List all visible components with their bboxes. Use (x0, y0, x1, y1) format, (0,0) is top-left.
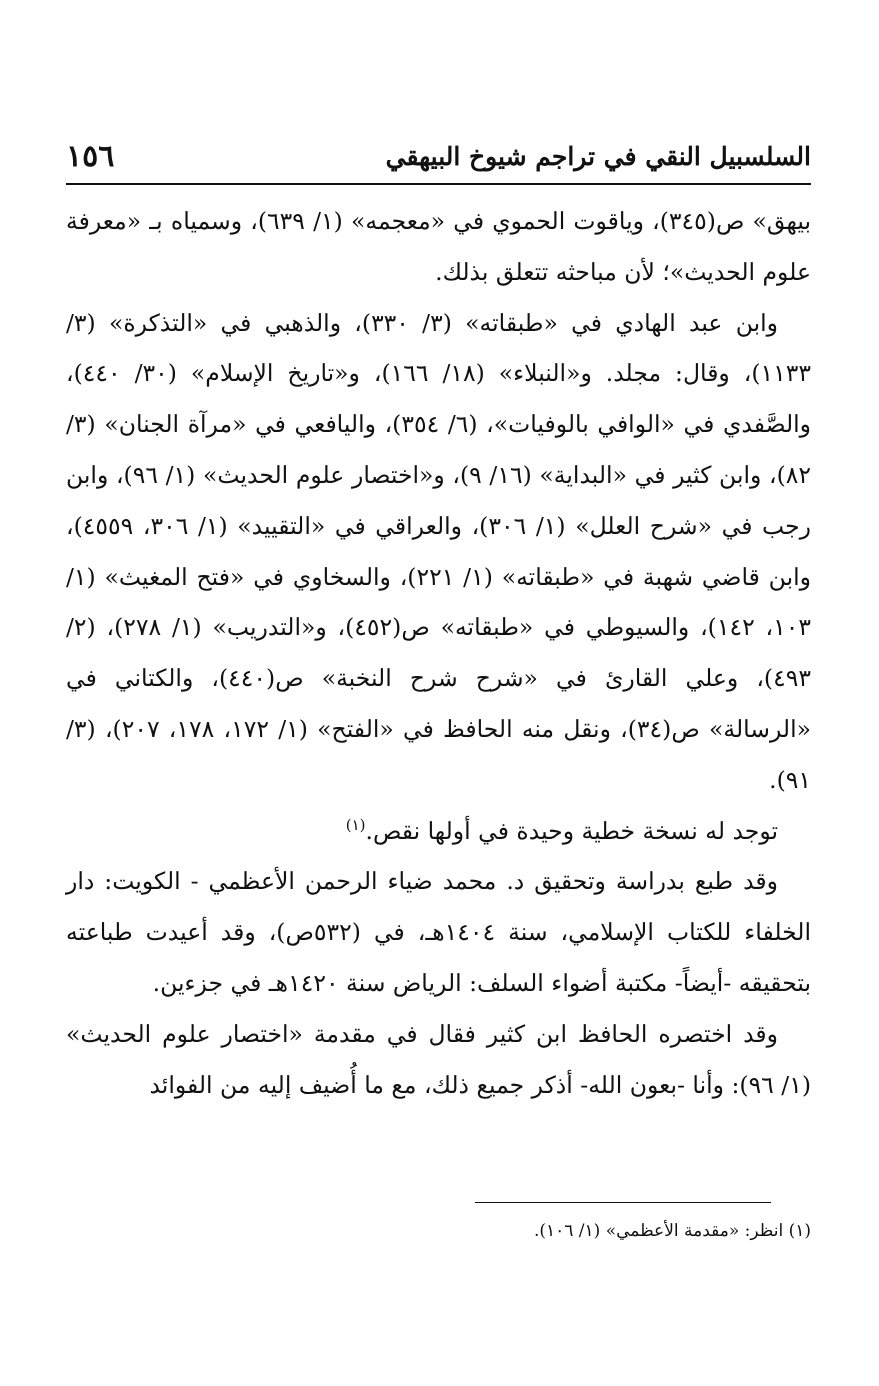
paragraph-abridgement: وقد اختصره الحافظ ابن كثير فقال في مقدمة «اختصار علوم الحديث» (١/ ٩٦): وأنا -بعون الله- أذكر جميع ذلك، مع ما أُضيف إليه من الفوائد (66, 1019, 811, 1099)
paragraph-edition: وقد طبع بدراسة وتحقيق د. محمد ضياء الرحمن الأعظمي - الكويت: دار الخلفاء للكتاب الإسلامي، سنة ١٤٠٤هـ، في (٥٣٢ص)، وقد أعيدت طباعته بتحقيقه -أيضاً- مكتبة أضواء السلف: الرياض سنة ١٤٢٠هـ في جزءين. (66, 867, 811, 997)
footnote-divider (475, 1202, 771, 1203)
footnote: (١) انظر: «مقدمة الأعظمي» (١/ ١٠٦). (533, 1221, 811, 1241)
paragraph-manuscript (66, 806, 811, 857)
running-title: السلسبيل النقي في تراجم شيوخ البيهقي (385, 142, 811, 171)
manuscript-text: توجد له نسخة خطية وحيدة في أولها نقص. (365, 816, 778, 845)
paragraph-references: وابن عبد الهادي في «طبقاته» (٣/ ٣٣٠)، والذهبي في «التذكرة» (٣/ ١١٣٣)، وقال: مجلد. و«النبلاء» (١٨/ ١٦٦)، و«تاريخ الإسلام» (٣٠/ ٤٤٠)، والصَّفدي في «الوافي بالوفيات»، (٦/ ٣٥٤)، واليافعي في «مرآة الجنان» (٣/ ٨٢)، وابن كثير في «البداية» (١٦/ ٩)، و«اختصار علوم الحديث» (١/ ٩٦)، وابن رجب في «شرح العلل» (١/ ٣٠٦)، والعراقي في «التقييد» (١/ ٣٠٦، ٤٥٥٩)، وابن قاضي شهبة في «طبقاته» (١/ ٢٢١)، والسخاوي في «فتح المغيث» (١/ ١٠٣، ١٤٢)، والسيوطي في «طبقاته» ص(٤٥٢)، و«التدريب» (١/ ٢٧٨)، (٢/ ٤٩٣)، وعلي القارئ في «شرح شرح النخبة» ص(٤٤٠)، والكتاني في «الرسالة» ص(٣٤)، ونقل منه الحافظ في «الفتح» (١/ ١٧٢، ١٧٨، ٢٠٧)، (٣/ ٩١). (66, 308, 812, 794)
footnote-reference: (١) (345, 815, 366, 834)
paragraph-continuation: بيهق» ص(٣٤٥)، وياقوت الحموي في «معجمه» (١/ ٦٣٩)، وسمياه بـ «معرفة علوم الحديث»؛ لأن مباحثه تتعلق بذلك. (66, 207, 811, 286)
main-text (66, 196, 811, 1110)
page-header (66, 135, 811, 185)
page-number: ١٥٦ (66, 139, 115, 174)
